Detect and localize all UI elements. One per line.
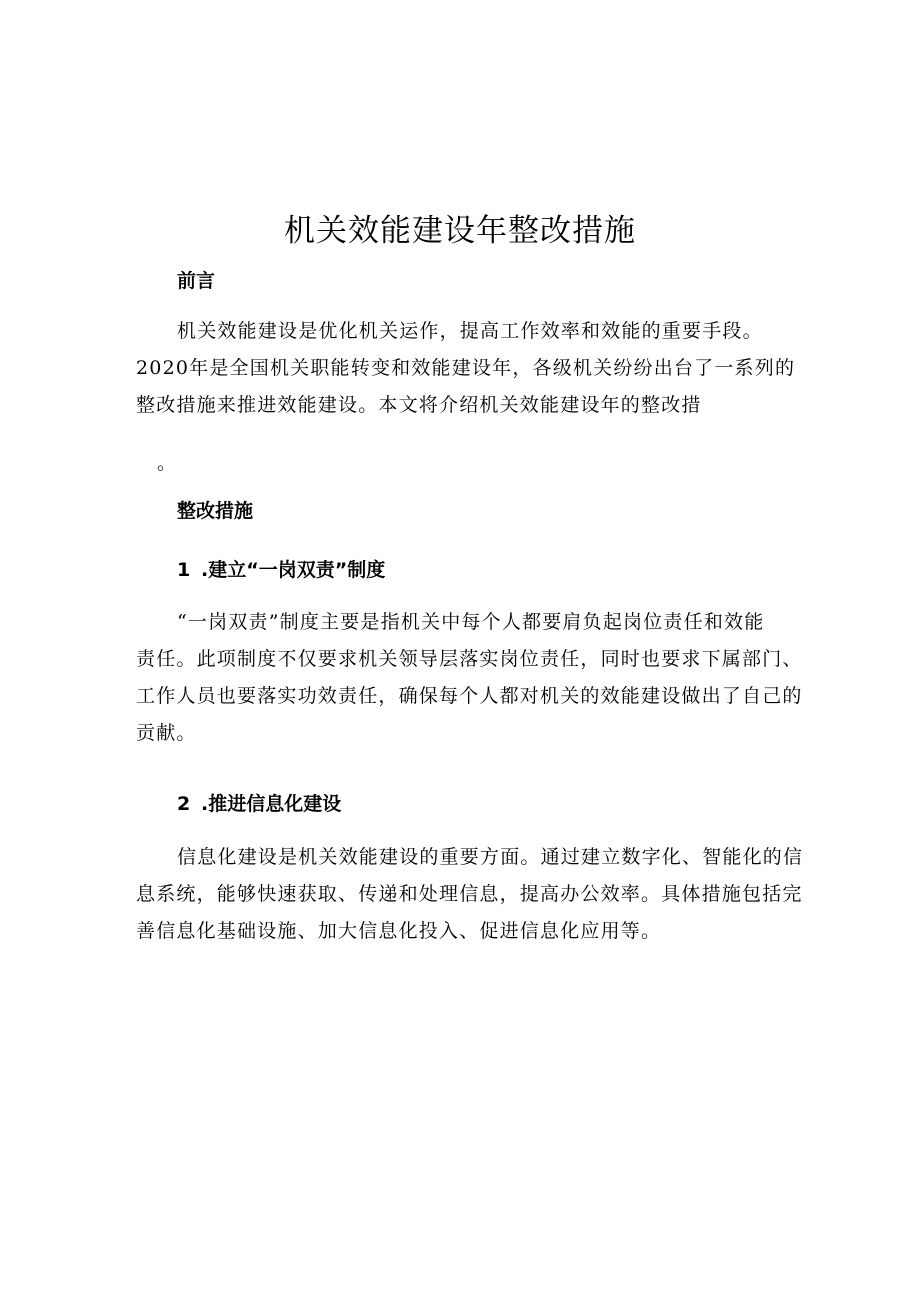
paragraph-line: 善信息化基础设施、加大信息化投入、促进信息化应用等。 [136,920,662,942]
document-title: 机关效能建设年整改措施 [284,213,636,249]
measure-2-paragraph [136,839,804,950]
paragraph-line: 贡献。 [136,722,197,744]
paragraph-line: 2020年是全国机关职能转变和效能建设年，各级机关纷纷出台了一系列的 [136,357,796,379]
paragraph-line: 整改措施来推进效能建设。本文将介绍机关效能建设年的整改措 [136,394,702,416]
preface-paragraph [136,313,804,424]
measure-1-heading [177,557,385,583]
measure-1-title: .建立“一岗双责”制度 [201,559,386,581]
paragraph-line: 息系统，能够快速获取、传递和处理信息，提高办公效率。具体措施包括完 [136,883,803,905]
measure-2-title: .推进信息化建设 [201,793,342,815]
preface-tail-punctuation: 。 [157,452,177,474]
paragraph-line: 信息化建设是机关效能建设的重要方面。通过建立数字化、智能化的信 [177,846,804,868]
measures-heading: 整改措施 [177,500,254,522]
preface-heading: 前言 [177,270,216,292]
paragraph-line: 工作人员也要落实功效责任，确保每个人都对机关的效能建设做出了自己的 [136,685,803,707]
measure-1-paragraph [136,604,804,752]
paragraph-line: “一岗双责”制度主要是指机关中每个人都要肩负起岗位责任和效能 [177,611,765,633]
paragraph-line: 机关效能建设是优化机关运作，提高工作效率和效能的重要手段。 [177,320,763,342]
paragraph-line: 责任。此项制度不仅要求机关领导层落实岗位责任，同时也要求下属部门、 [136,648,803,670]
measure-2-heading [177,791,341,817]
measure-2-number: 2 [177,793,191,815]
measure-1-number: 1 [177,559,191,581]
